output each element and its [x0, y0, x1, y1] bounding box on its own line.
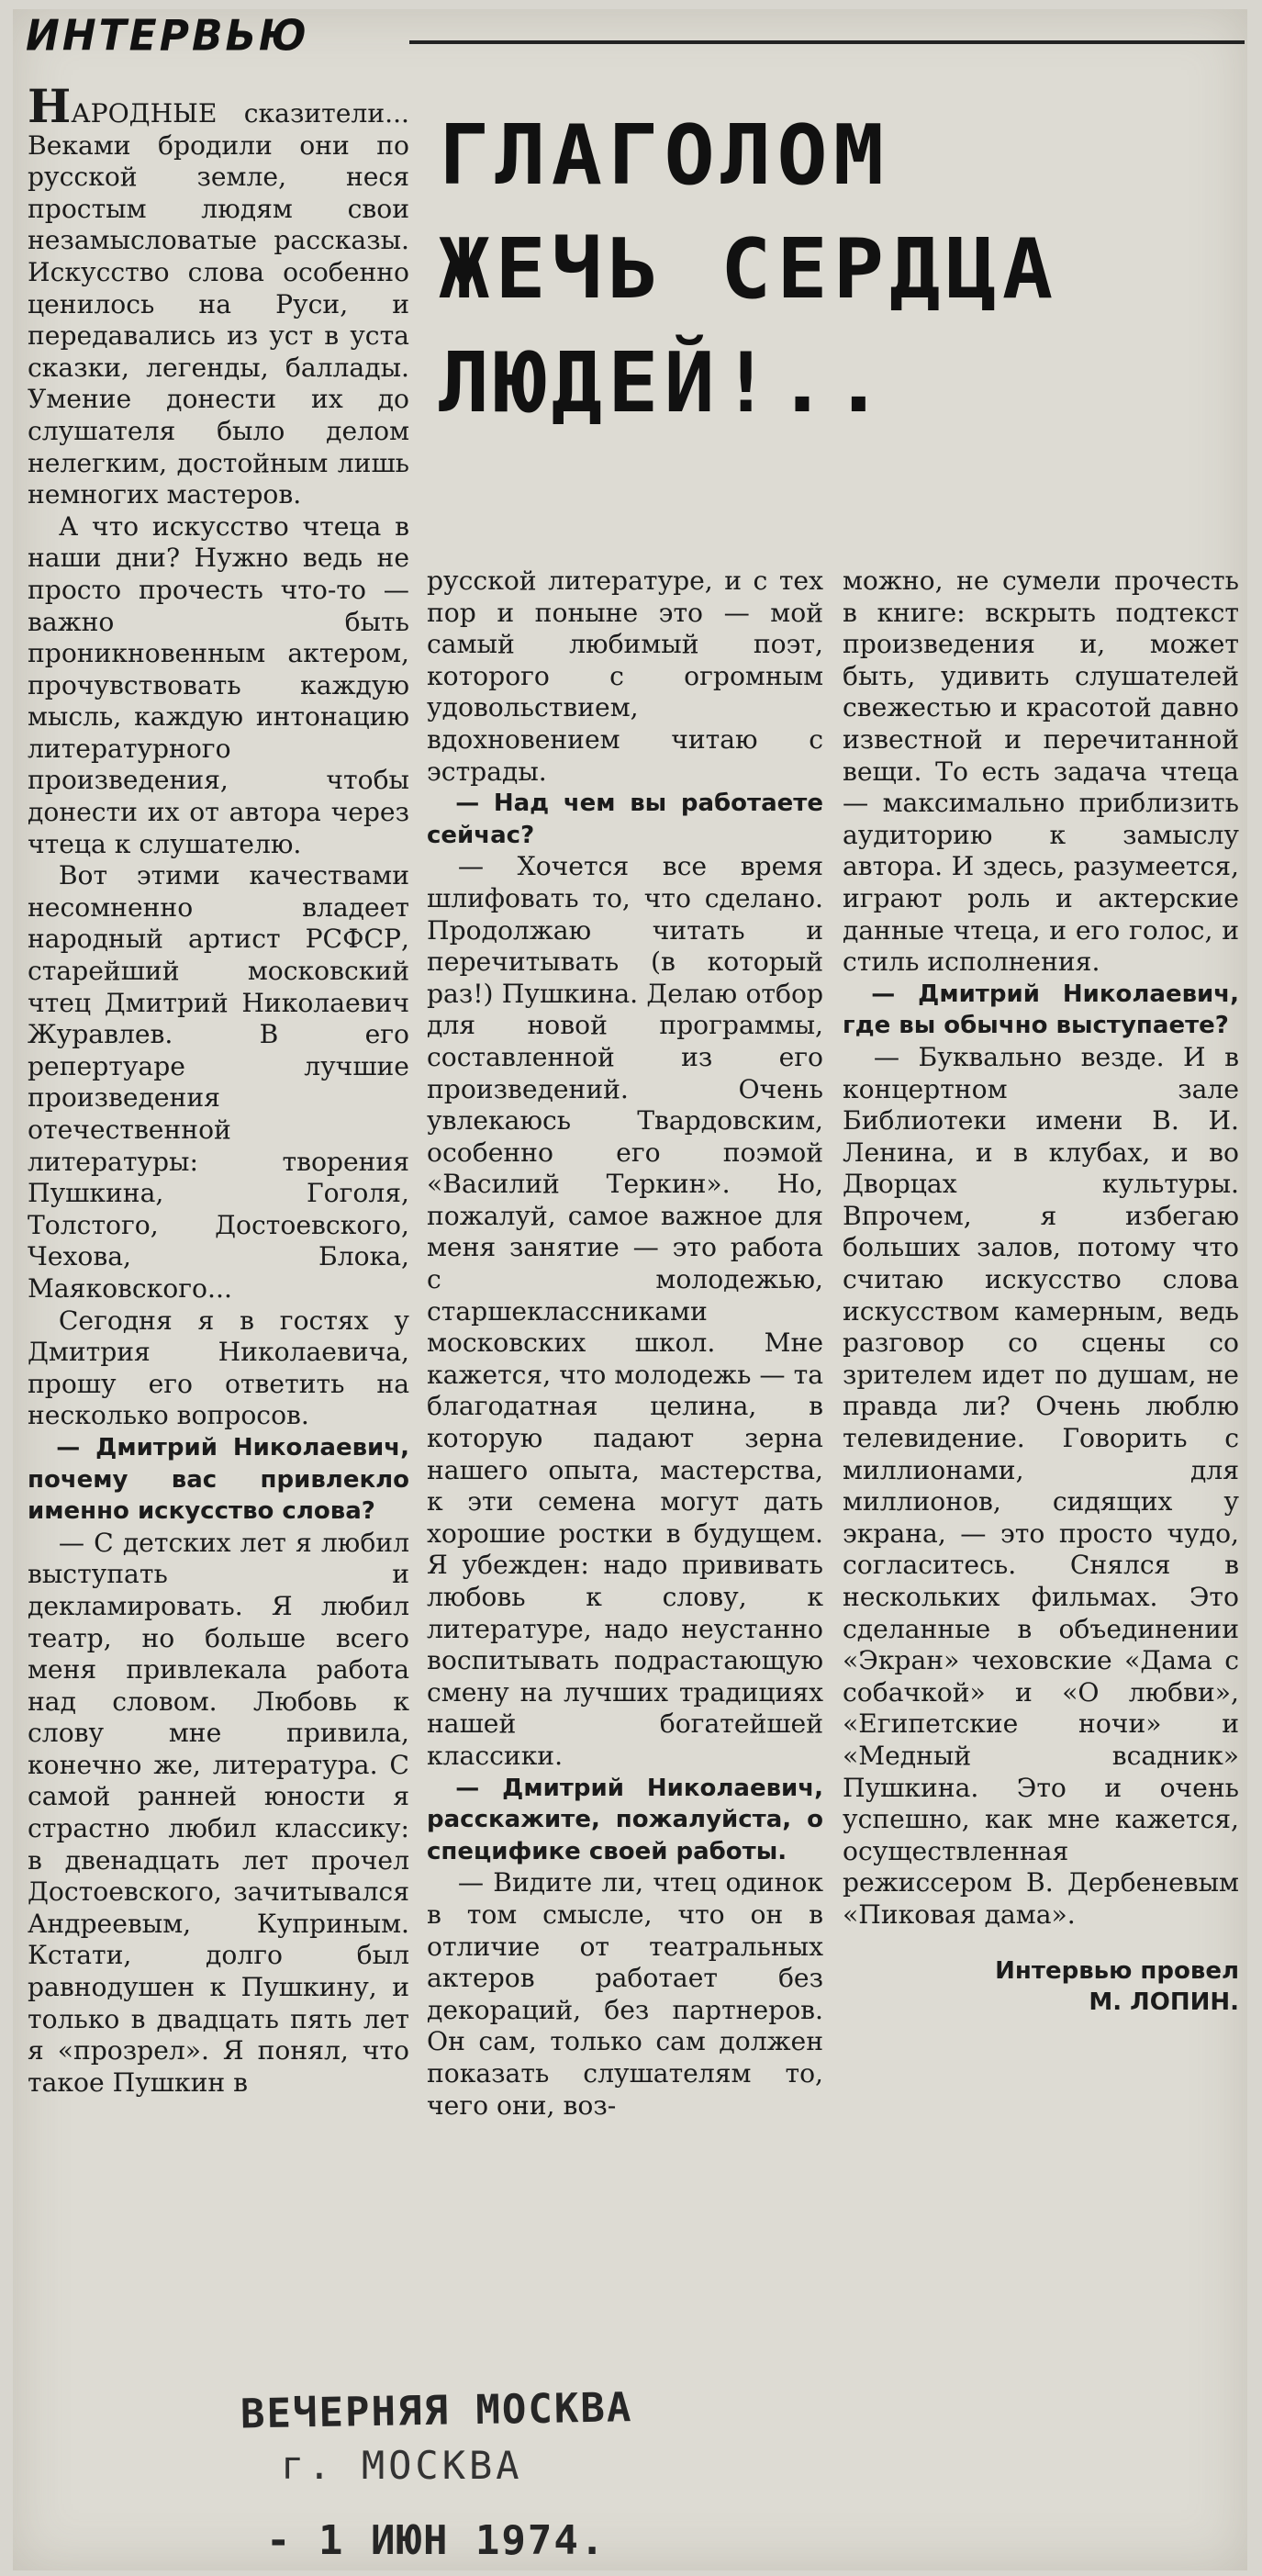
interview-answer: — Хочется все время шлифовать то, что сделано. Продолжаю читать и перечитывать (в который раз!) Пушкина. Делаю отбор для новой программы, составленной из его произведений. Очень увлекаюсь Твардовским, особенно его поэмой «Василий Теркин». Но, пожалуй, самое важное для меня занятие — это работа с молодежью, старшеклассниками московских школ. Мне кажется, что молодежь — та благодатная целина, в которую падают зерна нашего опыта, мастерства, к эти семена могут дать хорошие ростки в будущем. Я убежден: надо прививать любовь к слову, к литературе, надо неустанно воспитывать подрастающую смену на лучших традициях нашей богатейшей классики. [427, 851, 823, 1771]
headline-line-3: ЛЮДЕЙ!.. [439, 335, 890, 431]
interview-question: — Дмитрий Николаевич, почему вас привлекло именно искусство слова? [28, 1433, 409, 1526]
drop-cap: Н [28, 79, 72, 133]
stamp-newspaper: ВЕЧЕРНЯЯ МОСКВА [240, 2384, 633, 2438]
headline [439, 99, 1244, 441]
lead-text: АРОДНЫЕ сказители... Веками бродили они по русской земле, неся простым людям свои незамысловатые рассказы. Искусство слова особенно ценилось на Руси, и передавались из уст в уста сказки, легенды, баллады. Умение донести их до слушателя было делом нелегким, достойным лишь немногих мастеров. [28, 98, 409, 510]
interview-answer: — С детских лет я любил выступать и декламировать. Я любил театр, но больше всего меня привлекала работа над словом. Любовь к слову мне привила, конечно же, литература. С самой ранней юности я страстно любил классику: в двенадцать лет прочел Достоевского, зачитывался Андреевым, Куприным. Кстати, долго был равнодушен к Пушкину, и только в двадцать пять лет я «прозрел». Я понял, что такое Пушкин в [28, 1527, 409, 2098]
rubric-label: ИНТЕРВЬЮ [26, 11, 309, 62]
interview-question: — Дмитрий Николаевич, расскажите, пожалуйста, о специфике своей работы. [427, 1774, 823, 1865]
byline-author: М. ЛОПИН. [1089, 1988, 1239, 2016]
interview-answer: — Буквально везде. И в концертном зале Библиотеки имени В. И. Ленина, и в клубах, и во Дворцах культуры. Впрочем, я избегаю больших залов, потому что считаю искусство слова искусством камерным, ведь разговор со сцены со зрителем идет по душам, не правда ли? Очень люблю телевидение. Говорить с миллионами, для миллионов, сидящих у экрана, — это просто чудо, согласитесь. Снялся в нескольких фильмах. Это сделанные в объединении «Экран» чеховские «Дама с собачкой» и «О любви», «Египетские ночи» и «Медный всадник» Пушкина. Это и очень успешно, как мне кажется, осуществленная режиссером В. Дербеневым «Пиковая дама». [843, 1041, 1239, 1930]
interview-answer-continued: русской литературе, и с тех пор и поныне это — мой самый любимый поэт, которого с огромным удовольствием, вдохновением читаю с эстрады. [427, 566, 823, 787]
byline-label: Интервью провел [995, 1956, 1239, 1985]
byline [843, 1955, 1239, 2018]
interview-answer-continued: можно, не сумели прочесть в книге: вскрыть подтекст произведения и, может быть, удивить слушателей свежестью и красотой давно известной и перечитанной вещи. То есть задача чтеца — максимально приблизить аудиторию к замыслу автора. И здесь, разумеется, играют роль и актерские данные чтеца, и его голос, и стиль исполнения. [843, 566, 1239, 978]
rubric-divider [409, 40, 1245, 44]
interview-answer: — Видите ли, чтец одинок в том смысле, что он в отличие от театральных актеров работает без декораций, без партнеров. Он сам, только сам должен показать слушателям то, чего они, воз- [427, 1867, 823, 2121]
source-stamp [240, 2384, 718, 2564]
headline-line-1: ГЛАГОЛОМ [439, 107, 890, 204]
interview-question: — Над чем вы работаете сейчас? [427, 790, 823, 849]
interview-question: — Дмитрий Николаевич, где вы обычно выступаете? [843, 980, 1239, 1040]
article-column-2 [427, 566, 823, 2122]
headline-line-2: ЖЕЧЬ СЕРДЦА [439, 221, 1059, 318]
paragraph: Вот этими качествами несомненно владеет народный артист РСФСР, старейший московский чтец Дмитрий Николаевич Журавлев. В его репертуаре лучшие произведения отечественной литературы: творения Пушкина, Гоголя, Толстого, Достоевского, Чехова, Блока, Маяковского... [28, 860, 409, 1304]
paragraph: А что искусство чтеца в наши дни? Нужно ведь не просто прочесть что-то — важно быть проникновенным актером, прочувствовать каждую мысль, каждую интонацию литературного произведения, чтобы донести их от автора через чтеца к слушателю. [28, 510, 409, 859]
article-column-3 [843, 566, 1239, 2018]
stamp-date: - 1 ИЮН 1974. [266, 2517, 607, 2564]
lead-paragraph [28, 79, 409, 511]
paragraph: Сегодня я в гостях у Дмитрия Николаевича, прошу его ответить на несколько вопросов. [28, 1305, 409, 1431]
stamp-city: г. МОСКВА [281, 2443, 523, 2488]
article-column-1 [28, 79, 409, 2099]
rubric-row [13, 4, 1234, 62]
